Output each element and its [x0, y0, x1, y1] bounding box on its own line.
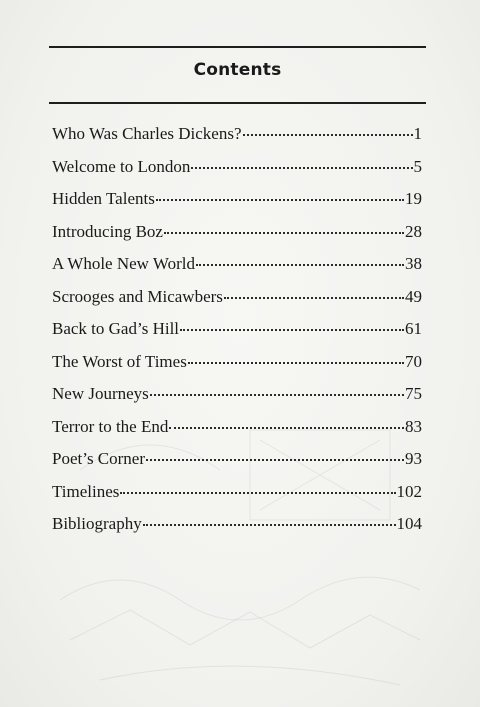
toc-entry-title: Welcome to London — [52, 156, 191, 176]
dot-leader — [196, 264, 404, 266]
toc-page-number: 49 — [405, 286, 422, 306]
toc-page-number: 93 — [405, 449, 422, 468]
dot-leader — [188, 362, 404, 364]
toc-entry[interactable] — [52, 253, 422, 286]
bottom-rule — [49, 102, 426, 104]
toc-entry-title: Scrooges and Micawbers — [52, 286, 223, 306]
toc-entry-title: Poet’s Corner — [52, 449, 146, 468]
toc-page-number: 5 — [413, 156, 422, 176]
dot-leader — [164, 232, 404, 234]
dot-leader — [143, 524, 396, 526]
page-title: Contents — [193, 60, 282, 80]
toc-entry[interactable] — [52, 318, 422, 351]
toc-entry-title: New Journeys — [52, 384, 149, 403]
toc-entry[interactable] — [52, 513, 422, 546]
dot-leader — [224, 297, 404, 299]
dot-leader — [180, 329, 404, 331]
toc-entry[interactable] — [52, 448, 422, 481]
toc-page-number: 19 — [405, 189, 422, 208]
dot-leader — [146, 459, 404, 461]
toc-page-number: 104 — [396, 514, 422, 533]
toc-entry[interactable] — [52, 221, 422, 254]
dot-leader — [191, 167, 412, 169]
dot-leader — [169, 427, 404, 429]
toc-entry[interactable] — [52, 383, 422, 416]
toc-entry[interactable] — [52, 286, 422, 319]
toc-page-number: 61 — [405, 319, 422, 338]
toc-page-number: 1 — [413, 124, 422, 143]
toc-entry-title: Hidden Talents — [52, 189, 155, 208]
toc-entry-title: Bibliography — [52, 514, 142, 533]
toc-entry[interactable] — [52, 351, 422, 384]
dot-leader — [150, 394, 404, 396]
toc-page-number: 28 — [405, 221, 422, 241]
toc-page-number: 83 — [405, 416, 422, 436]
toc-entry[interactable] — [52, 156, 422, 189]
toc-page-number: 70 — [405, 351, 422, 371]
toc-entry[interactable] — [52, 416, 422, 449]
toc-page-number: 102 — [396, 481, 422, 501]
dot-leader — [120, 492, 395, 494]
toc-entry-title: Terror to the End — [52, 416, 169, 436]
toc-entry-title: Introducing Boz — [52, 221, 163, 241]
toc-entry[interactable] — [52, 481, 422, 514]
dot-leader — [156, 199, 404, 201]
toc-entry-title: Timelines — [52, 481, 120, 501]
toc-entry-title: Who Was Charles Dickens? — [52, 124, 242, 143]
toc-entry[interactable] — [52, 188, 422, 221]
toc-entry-title: Back to Gad’s Hill — [52, 319, 180, 338]
toc-entry[interactable] — [52, 123, 422, 156]
table-of-contents — [52, 123, 422, 546]
toc-page-number: 75 — [405, 384, 422, 403]
toc-page-number: 38 — [405, 254, 422, 273]
toc-entry-title: The Worst of Times — [52, 351, 187, 371]
dot-leader — [243, 134, 413, 136]
toc-entry-title: A Whole New World — [52, 254, 195, 273]
top-rule — [49, 46, 426, 48]
